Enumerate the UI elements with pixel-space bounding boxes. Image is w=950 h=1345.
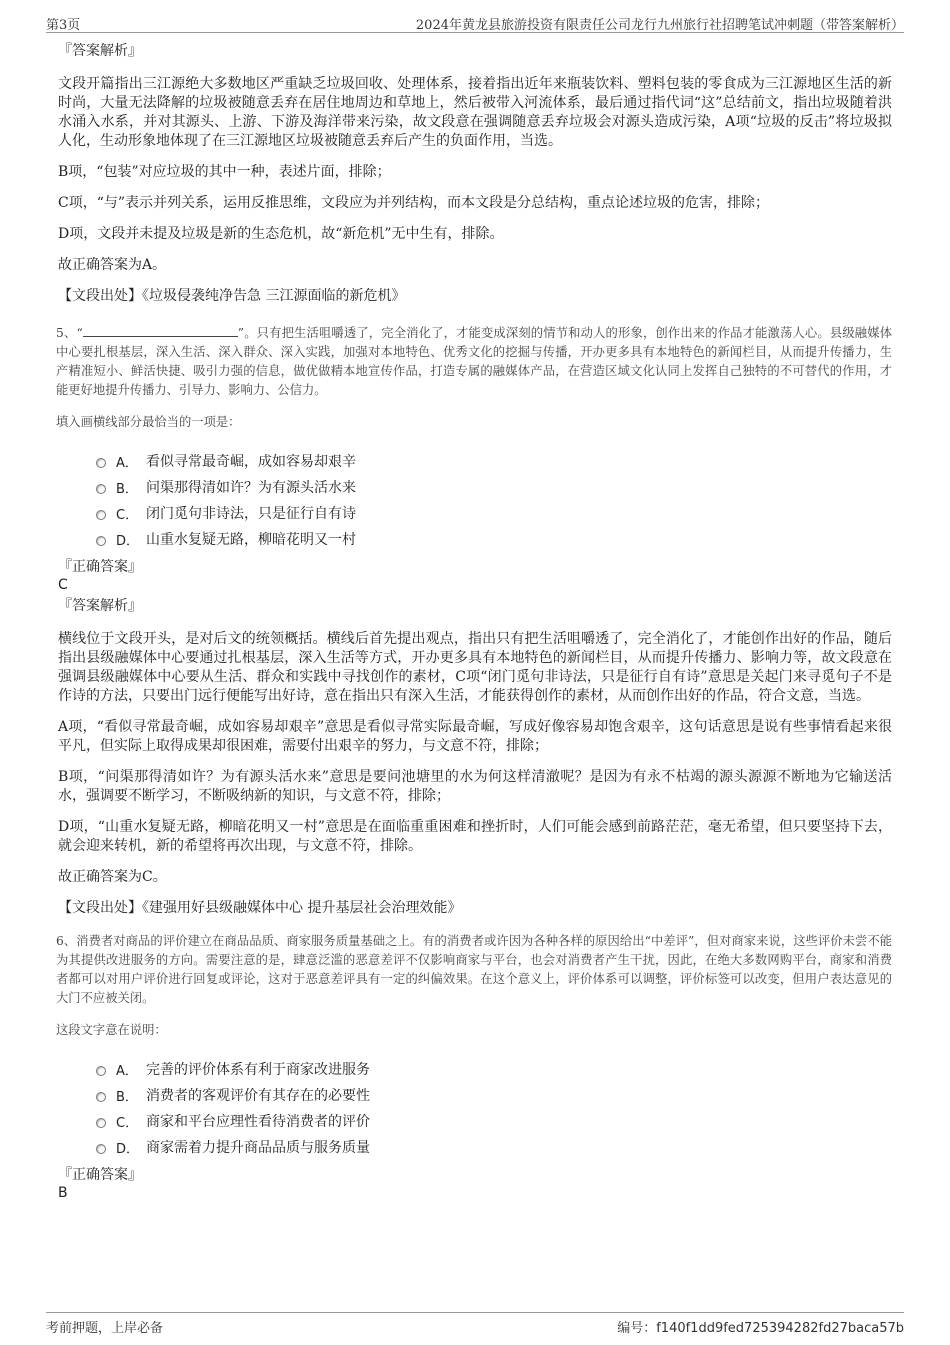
q5-blank — [83, 324, 238, 337]
q5-answer: C — [58, 577, 68, 593]
radio-icon[interactable] — [96, 536, 106, 546]
q6-options — [96, 1056, 892, 1160]
page-number: 第3页 — [46, 18, 81, 33]
footer-slogan: 考前押题，上岸必备 — [46, 1321, 164, 1336]
q6-prompt: 这段文字意在说明： — [56, 1023, 167, 1037]
q5-source: 【文段出处】《建强用好县级融媒体中心 提升基层社会治理效能》 — [58, 900, 462, 916]
footer-code — [617, 1317, 904, 1336]
main-content — [56, 42, 892, 1205]
q5-conclusion: 故正确答案为C。 — [58, 869, 167, 885]
radio-icon[interactable] — [96, 1144, 106, 1154]
q6-answer-label: 『正确答案』 — [58, 1167, 142, 1183]
q6-option-a[interactable]: A． 完善的评价体系有利于商家改进服务 — [96, 1056, 892, 1082]
q5-stem — [56, 324, 892, 400]
q5-analysis-a: A项，“看似寻常最奇崛，成如容易却艰辛”意思是看似寻常实际最奇崛，写成好像容易却饱含艰辛，这句话意思是说有些事情看起来很平凡，但实际上取得成果却很困难，需要付出艰辛的努力，与文意不符，排除； — [58, 719, 892, 754]
q5-option-b[interactable]: B． 问渠那得清如许？为有源头活水来 — [96, 474, 892, 500]
page-header — [46, 12, 904, 33]
q4-source: 【文段出处】《垃圾侵袭纯净告急 三江源面临的新危机》 — [58, 288, 406, 304]
q5-options — [96, 448, 892, 552]
radio-icon[interactable] — [96, 1118, 106, 1128]
q6-stem: 6、消费者对商品的评价建立在商品品质、商家服务质量基础之上。有的消费者或许因为各种各样的原因给出“中差评”，但对商家来说，这些评价未尝不能为其提供改进服务的方向。需要注意的是，肆意泛滥的恶意差评不仅影响商家与平台，也会对消费者产生干扰，因此，在绝大多数网购平台，商家和消费者都可以对用户评价进行回复或评论，这对于恶意差评具有一定的纠偏效果。在这个意义上，评价体系可以调整，评价标签可以改变，但用户表达意见的大门不应被关闭。 — [56, 934, 892, 1005]
q6-answer: B — [58, 1185, 68, 1201]
q6-option-d[interactable]: D． 商家需着力提升商品品质与服务质量 — [96, 1134, 892, 1160]
q5-option-a[interactable]: A． 看似寻常最奇崛，成如容易却艰辛 — [96, 448, 892, 474]
q5-stem-text: ”。只有把生活咀嚼透了，完全消化了，才能变成深刻的情节和动人的形象，创作出来的作品才能激荡人心。县级融媒体中心要扎根基层，深入生活、深入群众、深入实践，加强对本地特色、优秀文化的挖掘与传播，开办更多具有本地特色的新闻栏目，从而提升传播力，生产精准短小、鲜活快捷、吸引力强的信息，做优做精本地宣传作品，打造专属的融媒体产品，在营造区域文化认同上发挥自己独特的不可替代的作用，才能更好地提升传播力、引导力、影响力、公信力。 — [56, 326, 892, 397]
radio-icon[interactable] — [96, 1092, 106, 1102]
page-footer — [46, 1312, 904, 1335]
radio-icon[interactable] — [96, 458, 106, 468]
q4-analysis-d: D项，文段并未提及垃圾是新的生态危机，故“新危机”无中生有，排除。 — [58, 226, 504, 242]
q4-conclusion: 故正确答案为A。 — [58, 257, 167, 273]
q5-prompt: 填入画横线部分最恰当的一项是： — [56, 415, 241, 429]
footer-code-label: 编号： — [617, 1321, 657, 1336]
radio-icon[interactable] — [96, 484, 106, 494]
radio-icon[interactable] — [96, 1066, 106, 1076]
footer-code-value: f140f1dd9fed725394282fd27baca57b — [656, 1321, 904, 1336]
q5-number: 5、“ — [56, 326, 83, 340]
radio-icon[interactable] — [96, 510, 106, 520]
q5-analysis-b: B项，“问渠那得清如许？为有源头活水来”意思是要问池塘里的水为何这样清澈呢？是因为有永不枯竭的源头源源不断地为它输送活水，强调要不断学习，不断吸纳新的知识，与文意不符，排除； — [58, 769, 892, 804]
q6-option-c[interactable]: C． 商家和平台应理性看待消费者的评价 — [96, 1108, 892, 1134]
q4-analysis-label: 『答案解析』 — [58, 43, 142, 59]
document-title: 2024年黄龙县旅游投资有限责任公司龙行九州旅行社招聘笔试冲刺题（带答案解析） — [415, 18, 904, 33]
q4-analysis-c: C项，“与”表示并列关系，运用反推思维，文段应为并列结构，而本文段是分总结构，重点论述垃圾的危害，排除； — [58, 195, 770, 211]
q5-answer-label: 『正确答案』 — [58, 559, 142, 575]
q5-analysis-main: 横线位于文段开头，是对后文的统领概括。横线后首先提出观点，指出只有把生活咀嚼透了，完全消化了，才能创作出好的作品，随后指出县级融媒体中心要通过扎根基层，深入生活等方式，开办更多具有本地特色的新闻栏目，从而提升传播力、影响力等，故文段意在强调县级融媒体中心要从生活、群众和实践中寻找创作的素材，C项“闭门觅句非诗法，只是征行自有诗”意思是关起门来寻觅句子不是作诗的方法，只要出门远行便能写出好诗，意在指出只有深入生活，才能获得创作的素材，从而创作出好的作品，符合文意，当选。 — [58, 631, 892, 704]
q5-analysis-d: D项，“山重水复疑无路，柳暗花明又一村”意思是在面临重重困难和挫折时，人们可能会感到前路茫茫，毫无希望，但只要坚持下去，就会迎来转机，新的希望将再次出现，与文意不符，排除。 — [58, 819, 892, 854]
q5-option-d[interactable]: D． 山重水复疑无路，柳暗花明又一村 — [96, 526, 892, 552]
q4-analysis-main: 文段开篇指出三江源绝大多数地区严重缺乏垃圾回收、处理体系，接着指出近年来瓶装饮料、塑料包装的零食成为三江源地区生活的新时尚，大量无法降解的垃圾被随意丢弃在居住地周边和草地上，然后被带入河流体系，最后通过指代词“这”总结前文，指出垃圾随着洪水涌入水系，并对其源头、上游、下游及海洋带来污染，故文段意在强调随意丢弃垃圾会对源头造成污染，A项“垃圾的反击”将垃圾拟人化，生动形象地体现了在三江源地区垃圾被随意丢弃后产生的负面作用，当选。 — [58, 76, 892, 149]
q5-analysis-label: 『答案解析』 — [58, 598, 142, 614]
q4-analysis-b: B项，“包装”对应垃圾的其中一种，表述片面，排除； — [58, 164, 391, 180]
q5-option-c[interactable]: C． 闭门觅句非诗法，只是征行自有诗 — [96, 500, 892, 526]
q6-option-b[interactable]: B． 消费者的客观评价有其存在的必要性 — [96, 1082, 892, 1108]
